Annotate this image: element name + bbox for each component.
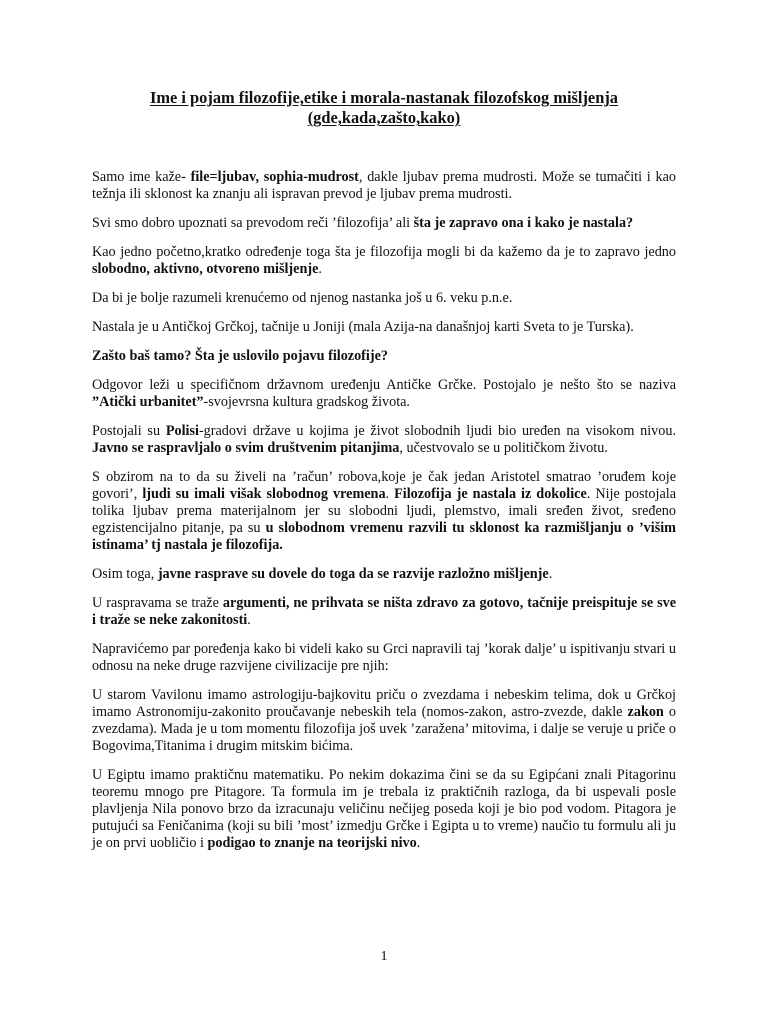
document-body <box>92 169 676 852</box>
text-run: Osim toga, <box>92 566 158 582</box>
bold-text: ”Atički urbanitet” <box>92 394 204 410</box>
bold-text: zakon <box>627 704 664 720</box>
text-run: . <box>416 835 421 851</box>
bold-text: file=ljubav, sophia-mudrost <box>190 169 359 185</box>
text-run: , učestvovalo se u političkom životu. <box>399 440 608 456</box>
text-run: -gradovi države u kojima je život slobodnih ljudi bio uređen na visokom nivou. <box>198 423 676 439</box>
paragraph-6 <box>92 348 676 365</box>
document-title <box>92 88 676 128</box>
text-run: U starom Vavilonu imamo astrologiju-bajkovitu priču o zvezdama i nebeskim telima, dok u Grčkoj imamo Astronomiju-zakonito proučavanje nebeskih tela (nomos-zakon, astro-zvezde, dakle <box>92 687 676 720</box>
text-run: . <box>247 612 251 628</box>
text-run: Nastala je u Antičkoj Grčkoj, tačnije u Joniji (mala Azija-na današnjoj karti Sveta to je Turska). <box>92 319 634 335</box>
paragraph-13 <box>92 687 676 755</box>
text-run: Kao jedno početno,kratko određenje toga šta je filozofija mogli bi da kažemo da je to zapravo jedno <box>92 244 676 260</box>
bold-text: slobodno, aktivno, otvoreno mišljenje <box>92 261 319 277</box>
paragraph-14 <box>92 767 676 852</box>
text-run: U Egiptu imamo praktičnu matematiku. Po nekim dokazima čini se da su Egipćani znali Pitagorinu teoremu mnogo pre Pitagore. Ta formula im je trebala iz praktičnih razloga, da bi uspevali posle plavljenja Nila ponovo brzo da izracunaju veličinu nečijeg poseda koji je bio pod vodom. Pitagora je putujući sa Feničanima (koji su bili ’most’ izmedju Grčke i Egipta u to vreme) naučio tu formulu ali ju je on prvi uobličio i <box>92 767 676 851</box>
paragraph-10 <box>92 566 676 583</box>
paragraph-4 <box>92 290 676 307</box>
bold-text: Polisi <box>165 423 199 439</box>
text-run: . <box>318 261 322 277</box>
text-run: o zvezdama). Mada je u tom momentu filozofija još uvek ’zaražena’ mitovima, i dalje se veruje u priče o Bogovima,Titanima i drugim mitskim bićima. <box>92 704 676 754</box>
paragraph-7 <box>92 377 676 411</box>
text-run: , dakle ljubav prema mudrosti. Može se tumačiti i kao težnja ili sklonost ka znanju ali ispravan prevod je ljubav prema mudrosti. <box>92 169 676 202</box>
bold-text: ljudi su imali višak slobodnog vremena <box>142 486 386 502</box>
text-run: . <box>385 486 395 502</box>
text-run: . <box>548 566 553 582</box>
text-run: Svi smo dobro upoznati sa prevodom reči ’filozofija’ ali <box>92 215 414 231</box>
page-number: 1 <box>380 949 388 964</box>
text-run: Postojali su <box>92 423 166 439</box>
text-run: Samo ime kaže- <box>92 169 191 185</box>
paragraph-1 <box>92 169 676 203</box>
paragraph-12 <box>92 641 676 675</box>
bold-text: podigao to znanje na teorijski nivo <box>207 835 417 851</box>
bold-text: šta je zapravo ona i kako je nastala? <box>413 215 634 231</box>
text-run: -svojevrsna kultura gradskog života. <box>203 394 410 410</box>
title-line-2: (gde,kada,zašto,kako) <box>307 108 461 127</box>
text-run: Da bi je bolje razumeli krenućemo od njenog nastanka još u 6. veku p.n.e. <box>92 290 513 306</box>
bold-text: javne rasprave su dovele do toga da se razvije razložno mišljenje <box>157 566 549 582</box>
paragraph-11 <box>92 595 676 629</box>
paragraph-9 <box>92 469 676 554</box>
bold-text: argumenti, ne prihvata se ništa zdravo za gotovo, tačnije preispituje se sve i traže se neke zakonitosti <box>92 595 676 628</box>
paragraph-8 <box>92 423 676 457</box>
text-run: U raspravama se traže <box>92 595 223 611</box>
bold-text: u slobodnom vremenu razvili tu sklonost ka razmišljanju o ’višim istinama’ tj nastala je filozofija. <box>92 520 676 553</box>
text-run: S obzirom na to da su živeli na ’račun’ robova,koje je čak jedan Aristotel smatrao ’oruđem koje govori’, <box>92 469 676 502</box>
text-run: . Nije postojala tolika ljubav prema materijalnom jer su slobodni ljudi, plemstvo, imali sređen život, sređeno egzistencijalno pitanje, pa su <box>92 486 676 536</box>
paragraph-3 <box>92 244 676 278</box>
paragraph-2 <box>92 215 676 232</box>
title-line-1: Ime i pojam filozofije,etike i morala-nastanak filozofskog mišljenja <box>150 88 618 107</box>
paragraph-5 <box>92 319 676 336</box>
bold-text: Filozofija je nastala iz dokolice <box>394 486 587 502</box>
text-run: Odgovor leži u specifičnom državnom uređenju Antičke Grčke. Postojalo je nešto što se naziva <box>92 377 676 393</box>
bold-text: Javno se raspravljalo o svim društvenim pitanjima <box>92 440 400 456</box>
text-run: Napravićemo par poređenja kako bi videli kako su Grci napravili taj ’korak dalje’ u ispitivanju stvari u odnosu na neke druge razvijene civilizacije pre njih: <box>92 641 676 674</box>
bold-text: Zašto baš tamo? Šta je uslovilo pojavu filozofije? <box>92 348 388 364</box>
